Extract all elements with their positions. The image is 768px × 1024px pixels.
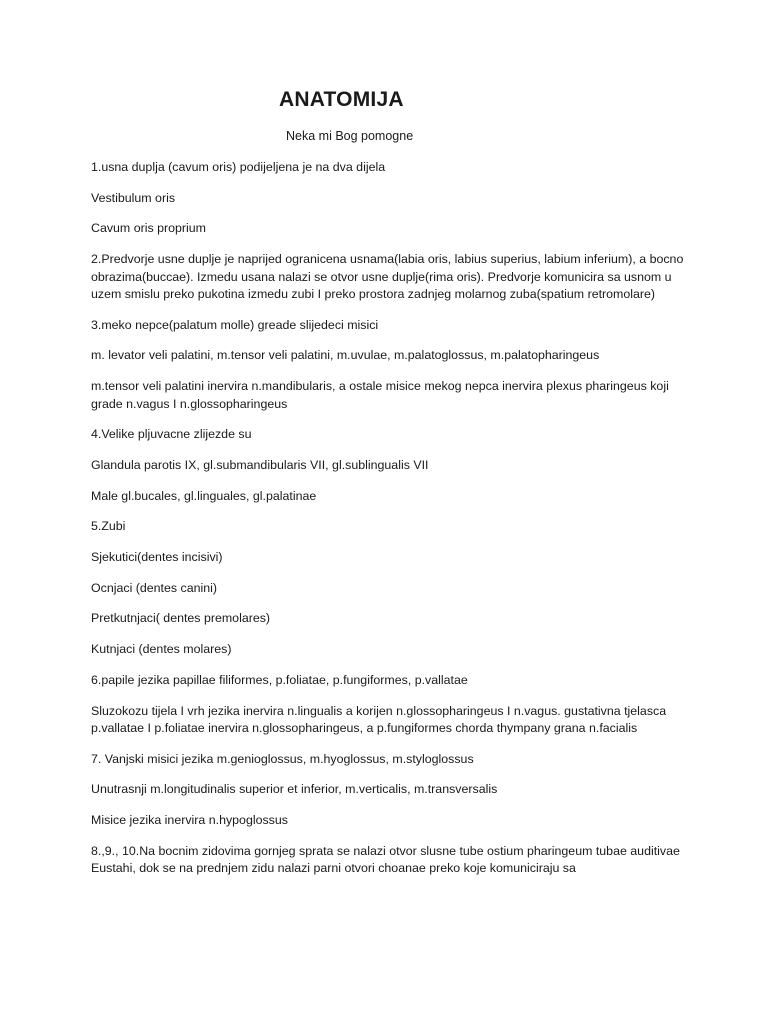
paragraph: Vestibulum oris	[91, 190, 176, 205]
paragraph: Sjekutici(dentes incisivi)	[91, 550, 223, 565]
paragraph: Glandula parotis IX, gl.submandibularis VII, gl.sublingualis VII	[91, 458, 429, 472]
paragraph: 7. Vanjski misici jezika m.genioglossus, m.hyoglossus, m.styloglossus	[91, 751, 474, 766]
document-title: ANATOMIJA	[279, 88, 404, 111]
paragraph: 8.,9., 10.Na bocnim zidovima gornjeg sprata se nalazi otvor slusne tube ostium pharingeum tubae auditivae Eustahi, dok se na prednjem zidu nalazi parni otvori choanae preko koje komuniciraju sa	[91, 843, 680, 876]
document-body	[91, 159, 691, 891]
paragraph: Misice jezika inervira n.hypoglossus	[91, 813, 288, 828]
paragraph: 1.usna duplja (cavum oris) podijeljena je na dva dijela	[91, 160, 386, 174]
paragraph: 5.Zubi	[91, 519, 126, 534]
paragraph: m.tensor veli palatini inervira n.mandibularis, a ostale misice mekog nepca inervira plexus pharingeus koji grade n.vagus I n.glossopharingeus	[91, 379, 669, 411]
paragraph: Male gl.bucales, gl.linguales, gl.palatinae	[91, 488, 317, 503]
paragraph: 4.Velike pljuvacne zlijezde su	[91, 427, 252, 442]
paragraph: 6.papile jezika papillae filiformes, p.foliatae, p.fungiformes, p.vallatae	[91, 672, 468, 687]
paragraph: 2.Predvorje usne duplje je naprijed ogranicena usnama(labia oris, labius superius, labium inferium), a bocno obrazima(buccae). Izmedu usana nalazi se otvor usne duplje(rima oris). Predvorje komunicira sa usnom u uzem smislu preko pukotina izmedu zubi I preko prostora zadnjeg molarnog zuba(spatium retromolare)	[91, 252, 684, 302]
paragraph: Kutnjaci (dentes molares)	[91, 642, 232, 657]
paragraph: m. levator veli palatini, m.tensor veli palatini, m.uvulae, m.palatoglossus, m.palatopharingeus	[91, 348, 600, 363]
paragraph: Pretkutnjaci( dentes premolares)	[91, 611, 271, 626]
paragraph: Ocnjaci (dentes canini)	[91, 580, 218, 595]
paragraph: Unutrasnji m.longitudinalis superior et inferior, m.verticalis, m.transversalis	[91, 782, 498, 797]
paragraph: 3.meko nepce(palatum molle) greade slijedeci misici	[91, 317, 379, 332]
document-subtitle: Neka mi Bog pomogne	[286, 129, 414, 143]
paragraph: Cavum oris proprium	[91, 221, 206, 236]
paragraph: Sluzokozu tijela I vrh jezika inervira n.lingualis a korijen n.glossopharingeus I n.vagus. gustativna tjelasca p.vallatae I p.foliatae inervira n.glossopharingeus, a p.fungiformes chorda thympany grana n.facialis	[91, 703, 667, 735]
